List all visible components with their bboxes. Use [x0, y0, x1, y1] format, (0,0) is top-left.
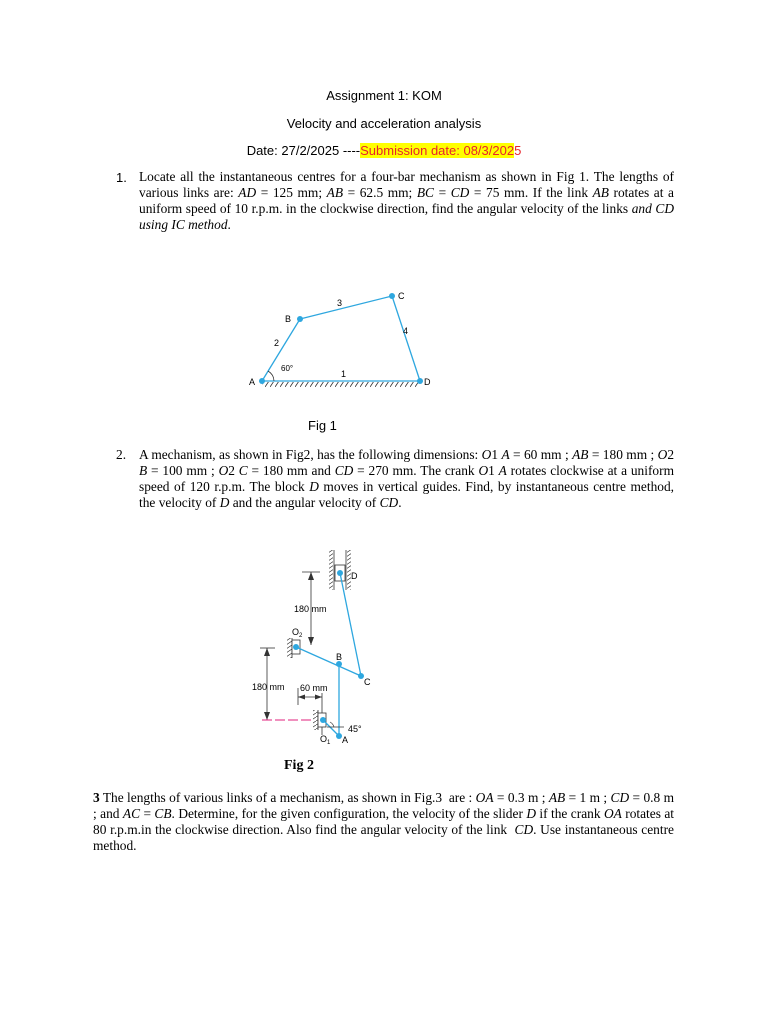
link-bc [300, 296, 392, 319]
angle-arc [268, 371, 274, 381]
date-text: Date: 27/2/2025 ---- [246, 143, 361, 158]
figure-1-caption: Fig 1 [308, 418, 337, 433]
point-o2 [293, 644, 299, 650]
label-c: C [398, 291, 405, 301]
figure-2 [250, 545, 390, 765]
point-b [297, 316, 303, 322]
point-c [389, 293, 395, 299]
label-dim-180-top: 180 mm [294, 604, 327, 614]
label-angle: 60° [281, 364, 294, 373]
question-2-number: 2. [116, 447, 127, 462]
label-a: A [342, 735, 349, 745]
question-2-text: A mechanism, as shown in Fig2, has the following dimensions: O1 A = 60 mm ; AB = 180 mm ; O2 B = 100 mm ; O2 C = 180 mm and CD = 270 mm. The crank O1 A rotates clockwise at a uniform speed of 120 r.p.m. The block D moves in vertical guides. Find, by instantaneous centre method, the velocity of D and the angular velocity of CD. [139, 447, 675, 510]
question-1-number: 1. [116, 170, 127, 185]
label-dim-180-left: 180 mm [252, 682, 285, 692]
figure-1 [240, 285, 440, 395]
submission-date-tail: 5 [514, 143, 522, 158]
ground-hatch [262, 382, 420, 387]
label-link-4: 4 [403, 326, 409, 336]
label-dim-60: 60 mm [300, 683, 328, 693]
submission-date-highlight: Submission date: 08/3/202 [360, 143, 515, 158]
label-b: B [336, 652, 343, 662]
point-d [337, 570, 343, 576]
label-angle: 45° [348, 724, 362, 734]
o2-hatch [287, 638, 292, 658]
label-o1: $O_1$ [320, 734, 331, 746]
label-link-1: 1 [341, 369, 347, 379]
assignment-subtitle: Velocity and acceleration analysis [286, 116, 482, 131]
label-d: D [424, 377, 431, 387]
link-cd [392, 296, 420, 381]
figure-2-caption: Fig 2 [284, 758, 314, 773]
question-1-text: Locate all the instantaneous centres for a four-bar mechanism as shown in Fig 1. The lengths of various links are: AD = 125 mm; AB = 62.5 mm; BC = CD = 75 mm. If the link AB rotates at a uniform speed of 10 r.p.m. in the clockwise direction, find the angular velocity of the links and CD using IC method. [139, 169, 674, 232]
label-link-3: 3 [337, 298, 343, 308]
label-link-2: 2 [274, 338, 280, 348]
guide-left-hatch [329, 550, 333, 590]
question-3-body: The lengths of various links of a mechanism, as shown in Fig.3 are : OA = 0.3 m ; AB = 1 m ; CD = 0.8 m ; and AC = CB. Determine, for the given configuration, the velocity of the slider D if the crank OA rotates at 80 r.p.m.in the clockwise direction. Also find the angular velocity of the link CD. Use instantaneous centre method. [93, 790, 675, 853]
label-a: A [249, 377, 256, 387]
date-line [0, 143, 768, 158]
label-d: D [351, 571, 358, 581]
label-b: B [285, 314, 292, 324]
assignment-title: Assignment 1: KOM [326, 88, 442, 103]
o1-hatch [313, 710, 318, 730]
point-a [259, 378, 265, 384]
label-c: C [364, 677, 371, 687]
point-d [417, 378, 423, 384]
link-o2c [296, 647, 361, 676]
label-o2: $O_2$ [292, 627, 303, 639]
guide-right-hatch [347, 550, 351, 590]
question-3-number: 3 [93, 790, 100, 805]
question-3-text [93, 790, 674, 854]
point-o1 [320, 717, 326, 723]
